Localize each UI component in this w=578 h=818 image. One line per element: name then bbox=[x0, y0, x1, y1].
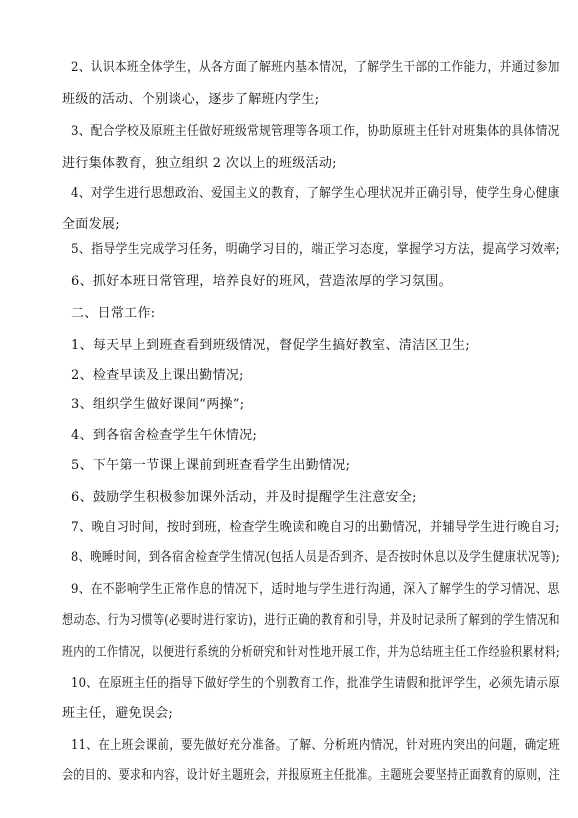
daily-item-11-line-1: 11、在上班会课前，要先做好充分准备。了解、分析班内情况，针对班内突出的问题，确定班 bbox=[71, 738, 561, 753]
daily-item-9-line-3: 班内的工作情况，以便进行系统的分析研究和针对性地开展工作，并为总结班主任工作经验积累材料; bbox=[62, 645, 560, 660]
daily-item-5: 5、下午第一节课上课前到班查看学生出勤情况; bbox=[71, 458, 351, 473]
daily-item-4: 4、到各宿舍检查学生午休情况; bbox=[71, 428, 258, 443]
daily-item-1: 1、每天早上到班查看到班级情况，督促学生搞好教室、清洁区卫生; bbox=[71, 338, 470, 353]
paragraph-4-line-2: 全面发展; bbox=[62, 217, 120, 232]
paragraph-3-line-1: 3、配合学校及原班主任做好班级常规管理等各项工作，协助原班主任针对班集体的具体情况 bbox=[71, 124, 560, 139]
paragraph-5-line-1: 5、指导学生完成学习任务，明确学习目的，端正学习态度，掌握学习方法，提高学习效率; bbox=[71, 242, 560, 257]
daily-item-7: 7、晚自习时间，按时到班，检查学生晚读和晚自习的出勤情况，并辅导学生进行晚自习; bbox=[71, 520, 560, 535]
section-heading-daily-work: 二、日常工作: bbox=[71, 306, 156, 321]
paragraph-2-line-1: 2、认识本班全体学生，从各方面了解班内基本情况，了解学生干部的工作能力，并通过参加 bbox=[71, 60, 560, 75]
paragraph-4-line-1: 4、对学生进行思想政治、爱国主义的教育，了解学生心理状况并正确引导，使学生身心健康 bbox=[71, 186, 560, 201]
daily-item-3: 3、组织学生做好课间“两操”; bbox=[71, 397, 245, 412]
daily-item-2: 2、检查早读及上课出勤情况; bbox=[71, 368, 244, 383]
daily-item-8: 8、晚睡时间，到各宿舍检查学生情况(包括人员是否到齐、是否按时休息以及学生健康状况等); bbox=[71, 550, 561, 565]
daily-item-9-line-2: 想动态、行为习惯等(必要时进行家访)，进行正确的教育和引导，并及时记录所了解到的学生情况和 bbox=[62, 613, 560, 628]
paragraph-3-line-2: 进行集体教育，独立组织 2 次以上的班级活动; bbox=[62, 156, 337, 171]
daily-item-6: 6、鼓励学生积极参加课外活动，并及时提醒学生注意安全; bbox=[71, 490, 417, 505]
daily-item-11-line-2: 会的目的、要求和内容，设计好主题班会，并报原班主任批准。主题班会要坚持正面教育的原则，注 bbox=[62, 768, 561, 783]
daily-item-10-line-1: 10、在原班主任的指导下做好学生的个别教育工作，批准学生请假和批评学生，必须先请示原 bbox=[71, 676, 561, 691]
daily-item-9-line-1: 9、在不影响学生正常作息的情况下，适时地与学生进行沟通，深入了解学生的学习情况、思 bbox=[71, 582, 560, 597]
daily-item-10-line-2: 班主任，避免误会; bbox=[62, 706, 174, 721]
paragraph-2-line-2: 班级的活动、个别谈心，逐步了解班内学生; bbox=[62, 92, 320, 107]
paragraph-6-line-1: 6、抓好本班日常管理，培养良好的班风，营造浓厚的学习氛围。 bbox=[71, 274, 452, 289]
